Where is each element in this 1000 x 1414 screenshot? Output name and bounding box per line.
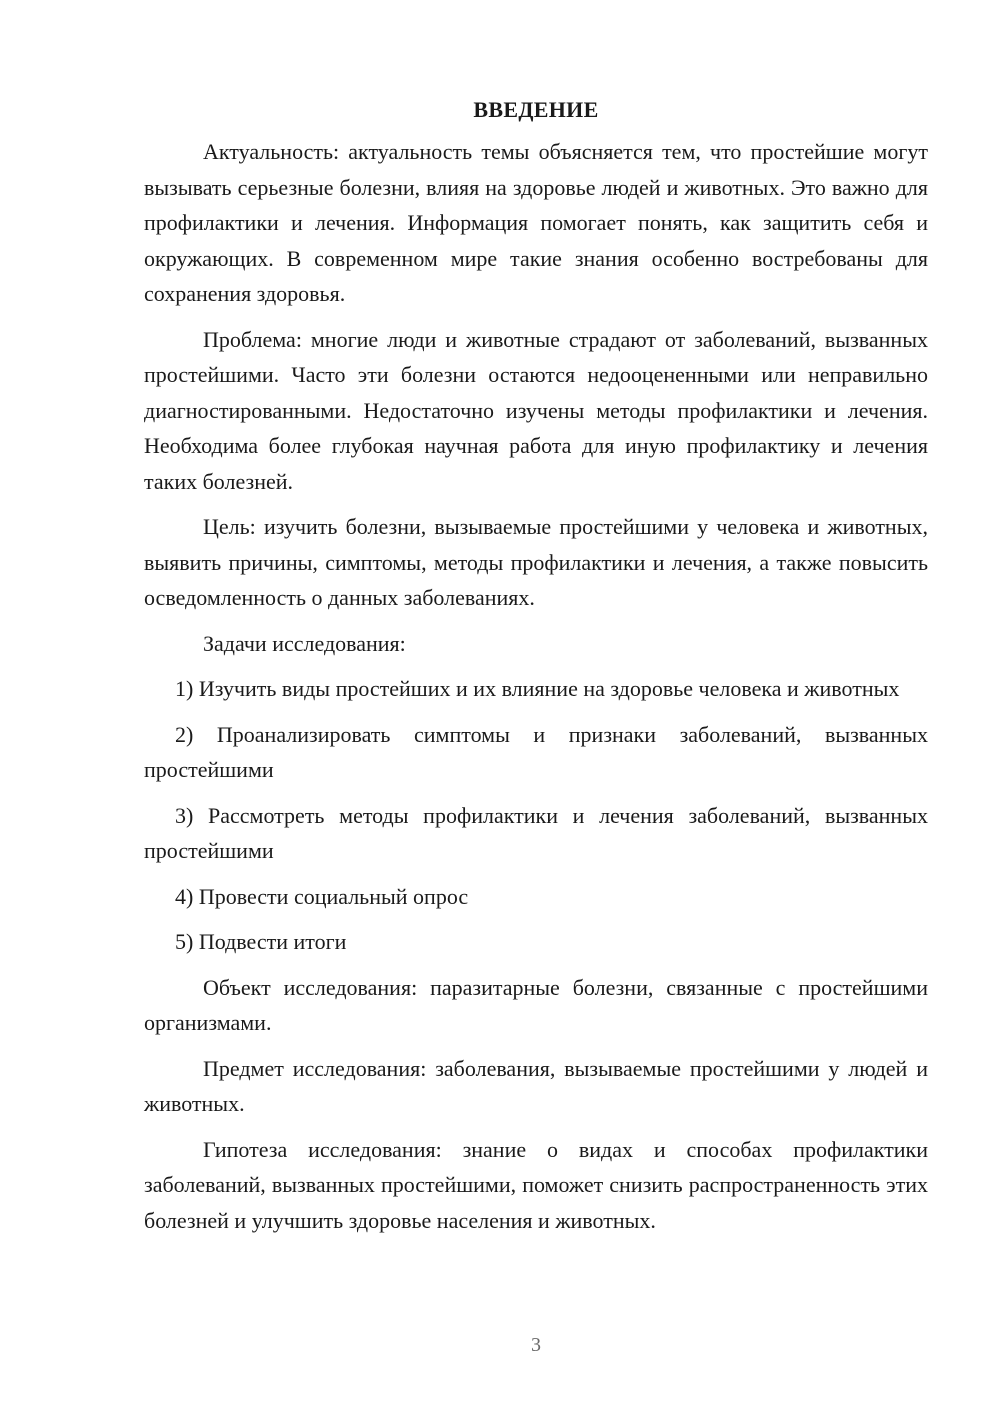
paragraph-subject: Предмет исследования: заболевания, вызываемые простейшими у людей и животных. <box>144 1055 928 1116</box>
paragraph-problem: Проблема: многие люди и животные страдают от заболеваний, вызванных простейшими. Часто эти болезни остаются недооцененными или неправильно диагностированными. Недостаточно изучены методы профилактики и лечения. Необходима более глубокая научная работа для иную профилактику и лечения таких болезней. <box>144 326 928 494</box>
paragraph-relevance: Актуальность: актуальность темы объясняется тем, что простейшие могут вызывать серьезные болезни, влияя на здоровье людей и животных. Это важно для профилактики и лечения. Информация помогает понять, как защитить себя и окружающих. В современном мире такие знания особенно востребованы для сохранения здоровья. <box>144 139 928 306</box>
task-item: 2) Проанализировать симптомы и признаки заболеваний, вызванных простейшими <box>144 721 928 782</box>
tasks-heading: Задачи исследования: <box>203 630 406 656</box>
task-item: 4) Провести социальный опрос <box>175 883 469 909</box>
paragraph-hypothesis: Гипотеза исследования: знание о видах и способах профилактики заболеваний, вызванных простейшими, поможет снизить распространенность этих болезней и улучшить здоровье населения и животных. <box>144 1136 928 1233</box>
task-item: 3) Рассмотреть методы профилактики и лечения заболеваний, вызванных простейшими <box>144 802 928 863</box>
task-item: 5) Подвести итоги <box>175 929 347 954</box>
page-number: 3 <box>531 1334 541 1356</box>
paragraph-goal: Цель: изучить болезни, вызываемые простейшими у человека и животных, выявить причины, симптомы, методы профилактики и лечения, а также повысить осведомленность о данных заболеваниях. <box>144 514 928 610</box>
page-title: ВВЕДЕНИЕ <box>473 97 599 122</box>
paragraph-object: Объект исследования: паразитарные болезни, связанные с простейшими организмами. <box>144 974 928 1035</box>
task-item: 1) Изучить виды простейших и их влияние на здоровье человека и животных <box>175 676 900 701</box>
document-page <box>144 92 928 1248</box>
